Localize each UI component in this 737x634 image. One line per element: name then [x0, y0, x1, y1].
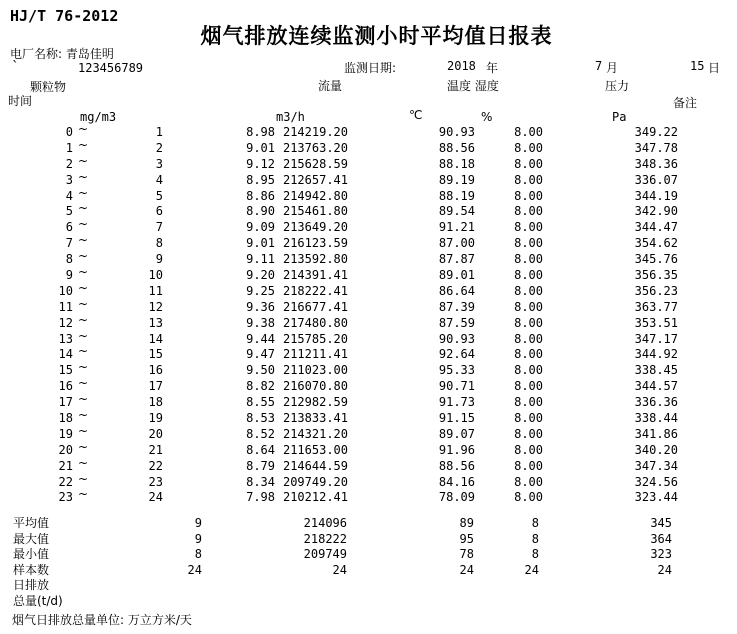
- hour-start: 14: [58, 347, 73, 362]
- hour-start: 20: [58, 442, 73, 457]
- pm-value: 9.25: [246, 283, 275, 298]
- flow-value: 218222.41: [282, 283, 348, 298]
- summary-label: 日排放: [13, 578, 50, 593]
- monitor-date-label: 监测日期:: [344, 61, 397, 75]
- pm-value: 7.98: [246, 490, 275, 505]
- temperature-value: 88.18: [438, 156, 475, 171]
- summary-label: 平均值: [13, 516, 50, 530]
- temperature-value: 88.56: [438, 140, 475, 155]
- pressure-value: 340.20: [634, 442, 678, 457]
- table-row: [0, 249, 737, 269]
- flow-value: 217480.80: [282, 315, 348, 330]
- temperature-value: 91.73: [438, 395, 475, 410]
- pressure-value: 347.78: [634, 140, 678, 155]
- table-row: [0, 296, 737, 317]
- pm-value: 8.64: [246, 442, 275, 457]
- hour-start: 3: [65, 172, 73, 187]
- humidity-value: 8.00: [514, 379, 543, 394]
- flow-value: 214644.59: [282, 458, 348, 473]
- flow-value: 213833.41: [282, 411, 348, 426]
- flow-value: 214219.20: [282, 125, 348, 139]
- hourly-rows: [0, 122, 737, 507]
- hour-start: 22: [58, 474, 73, 489]
- pressure-value: 344.57: [634, 379, 678, 394]
- hour-end: 12: [148, 299, 163, 314]
- flow-value: 214942.80: [282, 188, 348, 203]
- flow-value: 211211.41: [282, 347, 348, 362]
- summary-pressure-value: 323: [650, 547, 672, 562]
- humidity-value: 8.00: [514, 426, 543, 441]
- tilde-separator: ~: [78, 360, 89, 375]
- hour-end: 14: [148, 331, 163, 346]
- summary-row: [0, 564, 737, 580]
- hour-start: 5: [65, 204, 73, 219]
- temperature-value: 90.71: [438, 379, 475, 394]
- temperature-value: 91.15: [438, 411, 475, 426]
- hour-end: 17: [148, 379, 163, 394]
- date-month-unit: 月: [606, 61, 619, 75]
- tilde-separator: ~: [78, 455, 89, 470]
- hour-start: 11: [58, 299, 73, 314]
- humidity-value: 8.00: [514, 458, 543, 473]
- summary-humidity-value: 8: [531, 547, 539, 562]
- table-row: [0, 328, 737, 349]
- pressure-value: 363.77: [634, 299, 678, 314]
- plant-name-label: 电厂名称:: [10, 47, 63, 61]
- temperature-value: 92.64: [438, 347, 475, 362]
- tilde-separator: ~: [78, 296, 89, 311]
- pm-value: 8.79: [246, 458, 275, 473]
- pm-value: 9.47: [246, 347, 275, 362]
- pressure-value: 342.90: [634, 204, 678, 219]
- temperature-value: 88.19: [438, 188, 475, 203]
- summary-pm-value: 24: [187, 562, 202, 577]
- column-header-time: 时间: [8, 94, 33, 108]
- pressure-value: 338.45: [634, 363, 678, 378]
- humidity-value: 8.00: [514, 474, 543, 489]
- table-row: [0, 487, 737, 507]
- temperature-value: 90.93: [438, 331, 475, 346]
- unit-humidity: %: [481, 110, 493, 124]
- tilde-separator: ~: [78, 280, 89, 295]
- tilde-separator: ~: [78, 185, 89, 200]
- flow-value: 210212.41: [282, 490, 348, 505]
- hour-end: 13: [148, 315, 163, 330]
- summary-pressure-value: 345: [650, 516, 672, 530]
- pressure-value: 323.44: [634, 490, 678, 505]
- tilde-separator: ~: [78, 122, 89, 136]
- hour-start: 9: [65, 268, 73, 283]
- summary-row: [0, 517, 737, 533]
- temperature-value: 87.00: [438, 236, 475, 251]
- humidity-value: 8.00: [514, 220, 543, 235]
- column-header-flow: 流量: [318, 79, 343, 93]
- table-row: [0, 392, 737, 412]
- flow-value: 209749.20: [282, 474, 348, 489]
- pressure-value: 324.56: [634, 474, 678, 489]
- temperature-value: 87.59: [438, 315, 475, 330]
- humidity-value: 8.00: [514, 331, 543, 346]
- hour-end: 22: [148, 458, 163, 473]
- table-row: [0, 185, 737, 206]
- table-row: [0, 169, 737, 190]
- tilde-separator: ~: [78, 423, 89, 438]
- flow-value: 214391.41: [282, 268, 348, 283]
- summary-pressure-value: 364: [650, 531, 672, 546]
- hour-end: 16: [148, 363, 163, 378]
- tilde-separator: ~: [78, 328, 89, 343]
- date-month: 7: [595, 59, 603, 73]
- tilde-separator: ~: [78, 471, 89, 486]
- hour-start: 17: [58, 395, 73, 410]
- hour-start: 7: [65, 236, 73, 251]
- tilde-separator: ~: [78, 392, 89, 407]
- flow-value: 216123.59: [282, 236, 348, 251]
- tilde-separator: ~: [78, 487, 89, 502]
- standard-code: HJ/T 76-2012: [10, 7, 119, 25]
- summary-label: 样本数: [13, 562, 50, 577]
- hour-end: 23: [148, 474, 163, 489]
- summary-row: [0, 595, 737, 611]
- tilde-separator: ~: [78, 312, 89, 327]
- pm-value: 8.90: [246, 204, 275, 219]
- pressure-value: 354.62: [634, 236, 678, 251]
- pressure-value: 349.22: [634, 125, 678, 139]
- summary-humidity-value: 8: [531, 531, 539, 546]
- summary-pressure-value: 24: [657, 562, 672, 577]
- humidity-value: 8.00: [514, 395, 543, 410]
- temperature-value: 90.93: [438, 125, 475, 139]
- pm-value: 9.44: [246, 331, 275, 346]
- pm-value: 9.11: [246, 252, 275, 267]
- hour-end: 10: [148, 268, 163, 283]
- temperature-value: 78.09: [438, 490, 475, 505]
- flow-value: 215628.59: [282, 156, 348, 171]
- date-year: 2018: [447, 59, 476, 73]
- hour-end: 20: [148, 426, 163, 441]
- tilde-separator: ~: [78, 265, 89, 280]
- hour-start: 2: [65, 156, 73, 171]
- tilde-separator: ~: [78, 169, 89, 184]
- tilde-separator: ~: [78, 376, 89, 391]
- hour-end: 6: [155, 204, 163, 219]
- humidity-value: 8.00: [514, 188, 543, 203]
- pm-value: 9.12: [246, 156, 275, 171]
- column-header-remark: 备注: [673, 96, 698, 110]
- tilde-separator: ~: [78, 217, 89, 232]
- humidity-value: 8.00: [514, 363, 543, 378]
- table-row: [0, 137, 737, 158]
- pm-value: 8.82: [246, 379, 275, 394]
- temperature-value: 87.87: [438, 252, 475, 267]
- hour-start: 0: [65, 125, 73, 139]
- table-row: [0, 312, 737, 333]
- summary-pm-value: 8: [194, 547, 202, 562]
- table-row: [0, 280, 737, 301]
- tilde-separator: ~: [78, 233, 89, 248]
- pressure-value: 356.35: [634, 268, 678, 283]
- table-row: [0, 471, 737, 492]
- table-row: [0, 344, 737, 364]
- hour-start: 1: [65, 140, 73, 155]
- hour-end: 5: [155, 188, 163, 203]
- summary-temperature-value: 24: [459, 562, 474, 577]
- pm-value: 8.98: [246, 125, 275, 139]
- flow-value: 211653.00: [282, 442, 348, 457]
- tilde-separator: ~: [78, 249, 89, 264]
- pm-value: 8.52: [246, 426, 275, 441]
- summary-row: [0, 548, 737, 564]
- flow-value: 213592.80: [282, 252, 348, 267]
- hour-end: 24: [148, 490, 163, 505]
- hour-end: 1: [155, 125, 163, 139]
- humidity-value: 8.00: [514, 156, 543, 171]
- humidity-value: 8.00: [514, 252, 543, 267]
- footer-note: 烟气日排放总量单位: 万立方米/天: [12, 613, 192, 627]
- humidity-value: 8.00: [514, 125, 543, 139]
- pm-value: 9.01: [246, 236, 275, 251]
- tilde-separator: ~: [78, 439, 89, 454]
- table-row: [0, 423, 737, 444]
- temperature-value: 91.21: [438, 220, 475, 235]
- hour-end: 8: [155, 236, 163, 251]
- hour-start: 21: [58, 458, 73, 473]
- table-row: [0, 408, 737, 428]
- flow-value: 213763.20: [282, 140, 348, 155]
- flow-value: 215785.20: [282, 331, 348, 346]
- humidity-value: 8.00: [514, 299, 543, 314]
- date-day: 15: [690, 59, 705, 73]
- pm-value: 9.36: [246, 299, 275, 314]
- pressure-value: 336.36: [634, 395, 678, 410]
- pressure-value: 348.36: [634, 156, 678, 171]
- humidity-value: 8.00: [514, 268, 543, 283]
- column-header-pressure: 压力: [605, 79, 630, 93]
- hour-end: 18: [148, 395, 163, 410]
- table-row: [0, 376, 737, 396]
- plant-code: 123456789: [78, 61, 144, 75]
- column-header-pm: 颗粒物: [30, 80, 67, 94]
- humidity-value: 8.00: [514, 172, 543, 187]
- pressure-value: 353.51: [634, 315, 678, 330]
- pressure-value: 356.23: [634, 283, 678, 298]
- unit-pm: mg/m3: [80, 110, 117, 124]
- hour-start: 4: [65, 188, 73, 203]
- table-row: [0, 360, 737, 380]
- flow-value: 213649.20: [282, 220, 348, 235]
- hour-end: 3: [155, 156, 163, 171]
- flow-value: 211023.00: [282, 363, 348, 378]
- pressure-value: 336.07: [634, 172, 678, 187]
- temperature-value: 89.07: [438, 426, 475, 441]
- hour-end: 15: [148, 347, 163, 362]
- hour-start: 15: [58, 363, 73, 378]
- flow-value: 216677.41: [282, 299, 348, 314]
- temperature-value: 89.54: [438, 204, 475, 219]
- pressure-value: 338.44: [634, 411, 678, 426]
- flow-value: 212982.59: [282, 395, 348, 410]
- hour-end: 11: [148, 283, 163, 298]
- humidity-value: 8.00: [514, 442, 543, 457]
- pressure-value: 344.47: [634, 220, 678, 235]
- temperature-value: 89.19: [438, 172, 475, 187]
- table-row: [0, 122, 737, 142]
- hour-start: 19: [58, 426, 73, 441]
- humidity-value: 8.00: [514, 490, 543, 505]
- summary-temperature-value: 89: [459, 516, 474, 530]
- summary-flow-value: 218222: [303, 531, 347, 546]
- pm-value: 9.01: [246, 140, 275, 155]
- table-row: [0, 233, 737, 253]
- hour-end: 4: [155, 172, 163, 187]
- date-year-unit: 年: [486, 61, 499, 75]
- flow-value: 215461.80: [282, 204, 348, 219]
- pressure-value: 347.34: [634, 458, 678, 473]
- pm-value: 8.55: [246, 395, 275, 410]
- humidity-value: 8.00: [514, 140, 543, 155]
- table-row: [0, 455, 737, 476]
- hour-end: 7: [155, 220, 163, 235]
- tilde-separator: ~: [78, 153, 89, 168]
- hour-start: 8: [65, 252, 73, 267]
- summary-flow-value: 209749: [303, 547, 347, 562]
- pm-value: 9.38: [246, 315, 275, 330]
- tilde-separator: ~: [78, 201, 89, 216]
- tilde-separator: ~: [78, 408, 89, 423]
- temperature-value: 87.39: [438, 299, 475, 314]
- hour-start: 23: [58, 490, 73, 505]
- plant-name-value: 青岛佳明: [65, 47, 114, 61]
- summary-humidity-value: 24: [524, 562, 539, 577]
- pm-value: 8.86: [246, 188, 275, 203]
- temperature-value: 95.33: [438, 363, 475, 378]
- humidity-value: 8.00: [514, 347, 543, 362]
- summary-humidity-value: 8: [531, 516, 539, 530]
- summary-pm-value: 9: [194, 516, 202, 530]
- summary-row: [0, 579, 737, 595]
- table-row: [0, 153, 737, 174]
- pm-value: 9.20: [246, 268, 275, 283]
- hour-end: 9: [155, 252, 163, 267]
- hour-start: 18: [58, 411, 73, 426]
- flow-value: 212657.41: [282, 172, 348, 187]
- unit-pressure: Pa: [612, 110, 627, 124]
- unit-flow: m3/h: [276, 110, 305, 124]
- summary-label: 总量(t/d): [13, 593, 63, 608]
- tilde-separator: ~: [78, 137, 89, 152]
- summary-label: 最小值: [13, 547, 50, 562]
- table-row: [0, 201, 737, 221]
- hour-end: 2: [155, 140, 163, 155]
- pm-value: 9.50: [246, 363, 275, 378]
- flow-value: 216070.80: [282, 379, 348, 394]
- pm-value: 8.34: [246, 474, 275, 489]
- temperature-value: 91.96: [438, 442, 475, 457]
- hour-end: 21: [148, 442, 163, 457]
- table-row: [0, 265, 737, 285]
- hour-start: 13: [58, 331, 73, 346]
- column-header-temp-humidity: 温度 湿度: [447, 79, 499, 93]
- table-row: [0, 217, 737, 237]
- stray-mark: `: [12, 60, 19, 75]
- temperature-value: 86.64: [438, 283, 475, 298]
- hour-start: 12: [58, 315, 73, 330]
- pm-value: 9.09: [246, 220, 275, 235]
- summary-temperature-value: 78: [459, 547, 474, 562]
- summary-flow-value: 24: [332, 562, 347, 577]
- unit-temp: ℃: [409, 108, 423, 122]
- humidity-value: 8.00: [514, 204, 543, 219]
- page-title: 烟气排放连续监测小时平均值日报表: [200, 24, 553, 48]
- pressure-value: 344.92: [634, 347, 678, 362]
- temperature-value: 84.16: [438, 474, 475, 489]
- pm-value: 8.53: [246, 411, 275, 426]
- summary-pm-value: 9: [194, 531, 202, 546]
- summary-label: 最大值: [13, 531, 50, 546]
- plant-name-line: [10, 45, 114, 62]
- pressure-value: 344.19: [634, 188, 678, 203]
- temperature-value: 88.56: [438, 458, 475, 473]
- hour-end: 19: [148, 411, 163, 426]
- pressure-value: 345.76: [634, 252, 678, 267]
- pressure-value: 347.17: [634, 331, 678, 346]
- humidity-value: 8.00: [514, 315, 543, 330]
- hour-start: 6: [65, 220, 73, 235]
- temperature-value: 89.01: [438, 268, 475, 283]
- summary-row: [0, 533, 737, 549]
- summary-flow-value: 214096: [303, 516, 347, 530]
- tilde-separator: ~: [78, 344, 89, 359]
- pm-value: 8.95: [246, 172, 275, 187]
- pressure-value: 341.86: [634, 426, 678, 441]
- humidity-value: 8.00: [514, 411, 543, 426]
- humidity-value: 8.00: [514, 236, 543, 251]
- date-day-unit: 日: [708, 61, 721, 75]
- summary-temperature-value: 95: [459, 531, 474, 546]
- hour-start: 16: [58, 379, 73, 394]
- table-row: [0, 439, 737, 460]
- flow-value: 214321.20: [282, 426, 348, 441]
- summary-rows: [0, 517, 737, 611]
- humidity-value: 8.00: [514, 283, 543, 298]
- hour-start: 10: [58, 283, 73, 298]
